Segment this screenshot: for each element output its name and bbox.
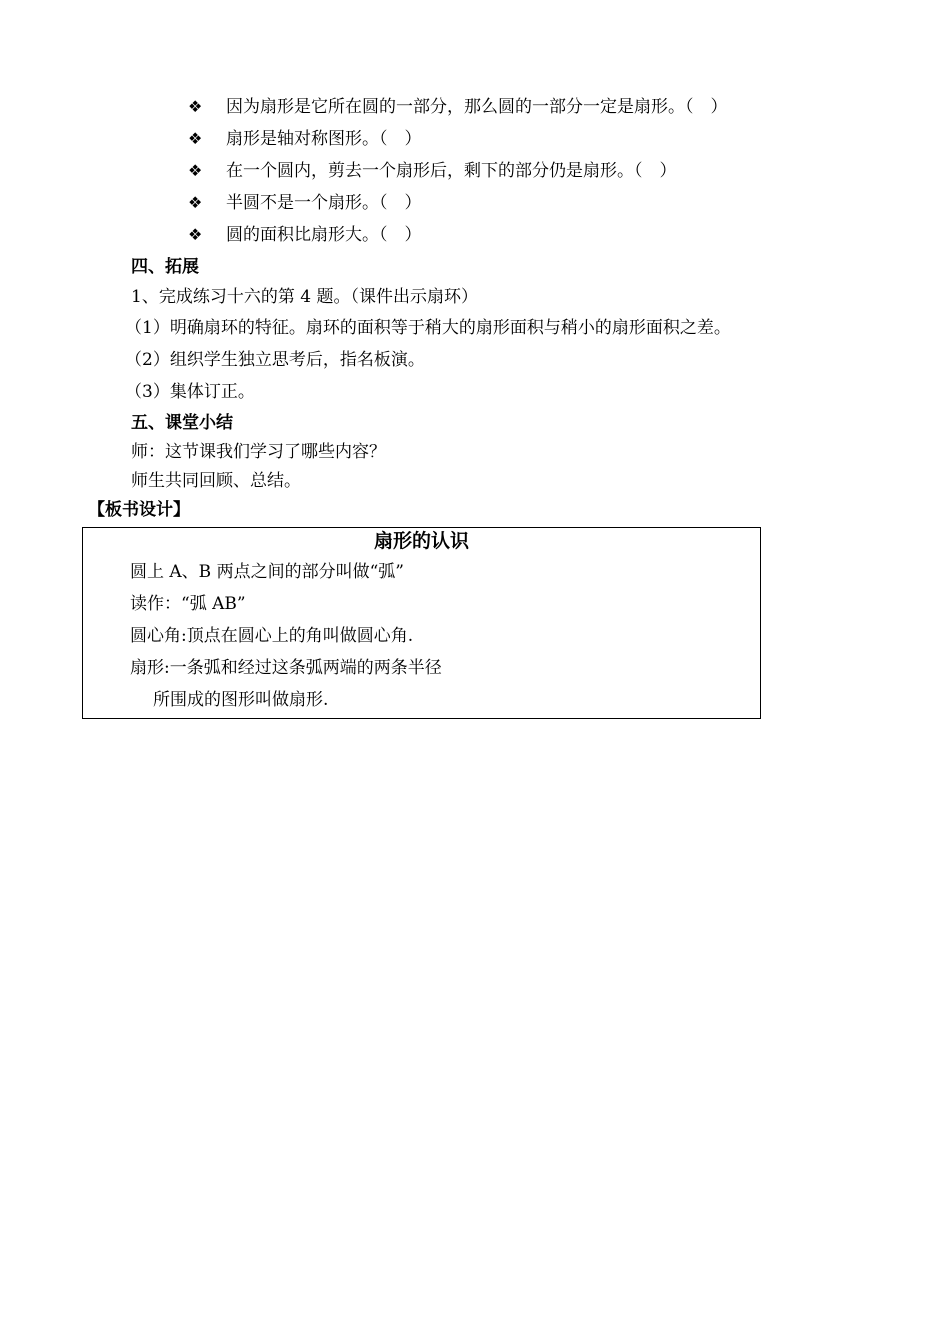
section-4-step: （1）明确扇环的特征。扇环的面积等于稍大的扇形面积与稍小的扇形面积之差。	[125, 318, 731, 338]
section-4-heading: 四、拓展	[131, 257, 199, 277]
board-line: 所围成的图形叫做扇形.	[153, 690, 329, 710]
board-line: 读作：“弧 AB”	[130, 594, 246, 614]
section-4-step: （3）集体订正。	[125, 382, 255, 402]
diamond-bullet-icon: ❖	[188, 193, 203, 212]
judgement-item-text: 半圆不是一个扇形。（ ）	[226, 193, 422, 213]
judgement-item-text: 圆的面积比扇形大。（ ）	[226, 225, 422, 245]
diamond-bullet-icon: ❖	[188, 225, 203, 244]
section-5-line: 师生共同回顾、总结。	[131, 471, 301, 491]
section-5-line: 师：这节课我们学习了哪些内容？	[131, 442, 386, 462]
board-title: 扇形的认识	[373, 530, 469, 552]
board-line: 圆上 A、B 两点之间的部分叫做“弧”	[130, 562, 404, 582]
board-design-heading: 【板书设计】	[88, 500, 190, 520]
diamond-bullet-icon: ❖	[188, 97, 203, 116]
board-design-box	[82, 527, 761, 719]
board-line: 圆心角:顶点在圆心上的角叫做圆心角.	[130, 626, 414, 646]
diamond-bullet-icon: ❖	[188, 129, 203, 148]
judgement-item-text: 扇形是轴对称图形。（ ）	[226, 129, 422, 149]
board-line: 扇形:一条弧和经过这条弧两端的两条半径	[130, 658, 442, 678]
section-5-heading: 五、课堂小结	[131, 413, 233, 433]
section-4-step: （2）组织学生独立思考后，指名板演。	[125, 350, 425, 370]
section-4-task: 1、完成练习十六的第 4 题。（课件出示扇环）	[131, 287, 478, 307]
judgement-item-text: 在一个圆内，剪去一个扇形后，剩下的部分仍是扇形。（ ）	[226, 161, 677, 181]
diamond-bullet-icon: ❖	[188, 161, 203, 180]
judgement-item-text: 因为扇形是它所在圆的一部分，那么圆的一部分一定是扇形。（ ）	[226, 97, 728, 117]
